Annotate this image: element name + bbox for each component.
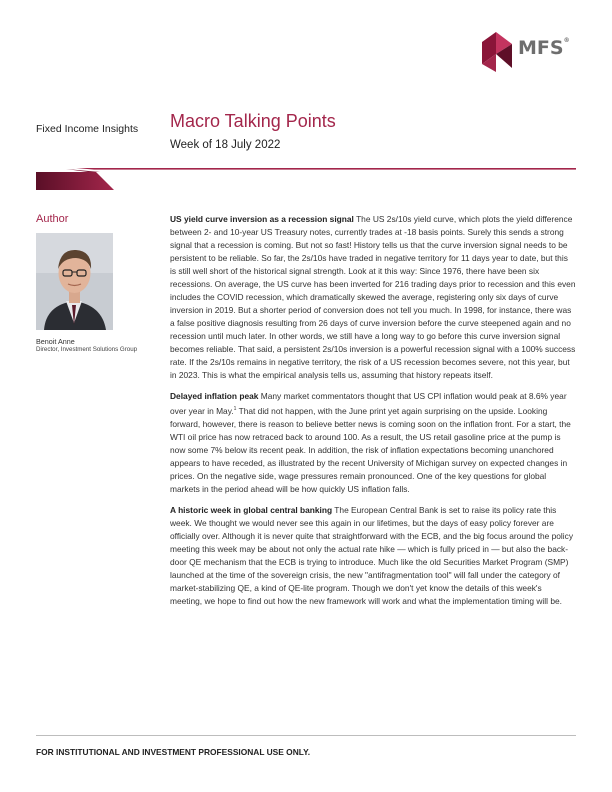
paragraph-text: Many market commentators thought that US CPI inflation would peak at 8.6% year over year in May. (170, 391, 567, 416)
paragraph-text: The European Central Bank is set to raise its policy rate this week. We thought we would never see this again in our lifetimes, but the days of easy policy forever are officially over. Although it is never quite that straightforward with the ECB, and the big focus around the policy meeting this week may be about not only the actual rate hike — which is fully priced in — but also the back-door QE mechanism that the ECB is trying to introduce. Much like the old Securities Market Program (SMP) launched at the time of the sovereign crisis, the new "antifragmentation tool" will fall under the category of market-stabilizing QE, a kind of QE-lite program. Though we don't yet know the details of this week's meeting, we hope to find out how the new framework will work and what the implementation timing will be. (170, 504, 574, 606)
article-body (170, 213, 576, 616)
author-heading: Author (36, 213, 69, 225)
paragraph-yield-curve (170, 213, 576, 382)
section-label: Fixed Income Insights (36, 123, 139, 135)
header-banner (36, 168, 576, 190)
mfs-logo (476, 28, 576, 72)
author-photo (36, 233, 113, 330)
author-role: Director, Investment Solutions Group (36, 346, 138, 353)
footer-disclaimer: FOR INSTITUTIONAL AND INVESTMENT PROFESSIONAL USE ONLY. (36, 747, 311, 757)
logo-wordmark: MFS® (518, 37, 570, 59)
mfs-logo-mark-icon (476, 28, 516, 72)
paragraph-lead: A historic week in global central banking (170, 504, 333, 515)
paragraph-text: That did not happen, with the June print yet again surprising on the upside. Looking forward, however, there is reason to believe better news is coming soon on the inflation front. For a start, the WTI oil price has now retraced back to around 100. As a result, the US retail gasoline price at the pump is now some 7% below its recent peak. In addition, the risk of inflation expectations becoming unanchored appears to have receded, as illustrated by the recent University of Michigan survey on expected changes in prices. On the negative side, wage pressures remain pronounced. One of the key questions for global markets in the period ahead will be how quickly US inflation falls. (170, 405, 571, 494)
page-date: Week of 18 July 2022 (170, 139, 281, 151)
paragraph-inflation (170, 390, 576, 496)
page-title: Macro Talking Points (170, 111, 336, 131)
author-portrait-icon (36, 233, 113, 330)
paragraph-central-banking (170, 504, 576, 608)
footer-divider (36, 735, 576, 736)
footnote-marker[interactable]: 1 (233, 406, 237, 412)
paragraph-lead: Delayed inflation peak (170, 391, 259, 401)
paragraph-lead: US yield curve inversion as a recession signal (170, 214, 354, 224)
author-name: Benoit Anne (36, 337, 75, 346)
paragraph-text: The US 2s/10s yield curve, which plots the yield difference between 2- and 10-year US Treasury notes, currently trades at -18 basis points. Surely this sends a strong signal that a recession is coming. But not so fast! History tells us that the curve inversion signal needs to be persistent to be reliable. So far, the 2s/10s have traded in negative territory for 11 days year to date, but this is still well short of the historical signal strength. Look at it this way: Since 1976, there have been six recessions. On average, the US curve has been inverted for 216 trading days prior to recession and this even includes the COVID recession, which dramatically skewed the average, registering only six days of curve inversion in 2019. But a shorter period of conversion does not tell you much. In 1998, for instance, there was a false positive diagnosis resulting from 26 days of curve inversion before the curve steepened again and no recession until much later. In other words, we still have a long way to go before this curve inversion signal becomes reliable. That said, a persistent 2s/10s inversion is a powerful recession signal with a 100% success rate. If the 2s/10s remains in negative territory, the risk of a US recession becomes severe, not this year, but in 2023. This is what the empirical analysis tells us, assuming that history repeats itself. (170, 214, 576, 380)
